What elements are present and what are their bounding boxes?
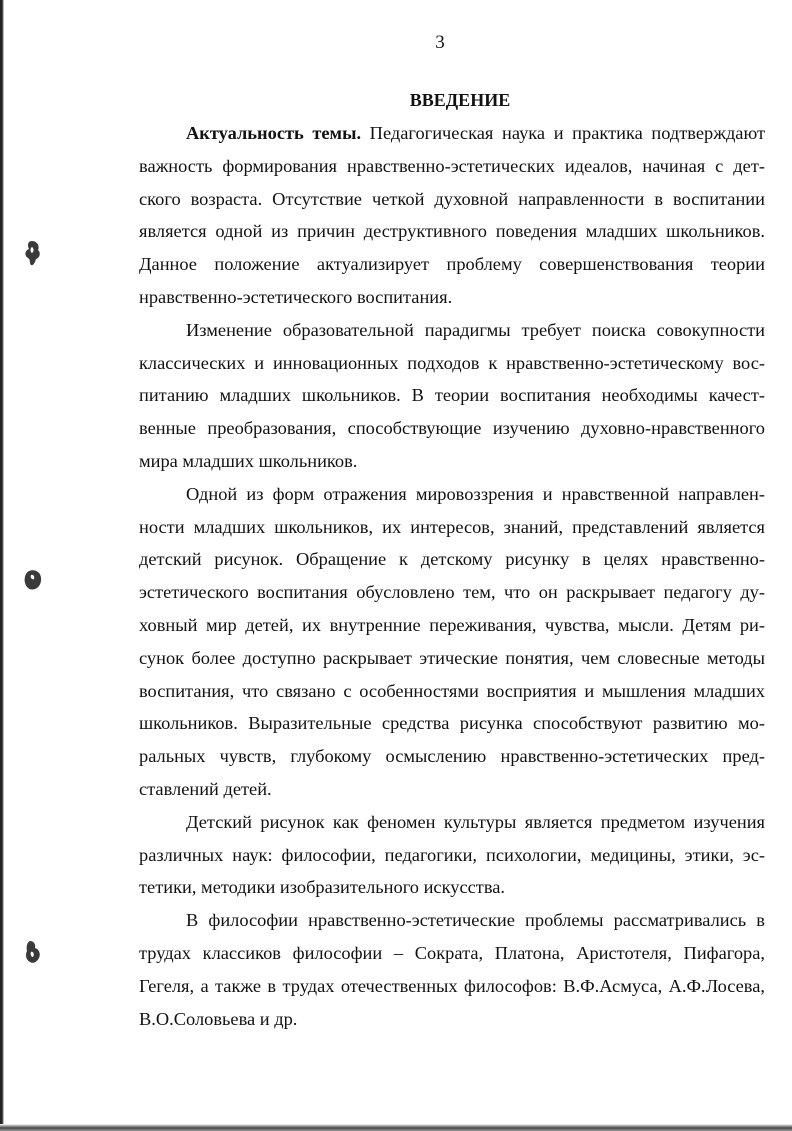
paragraph-philosophy: В философии нравственно-эстетические проблемы рассматривались в трудах классиков философии – Сократа, Платона, Аристотеля, Пифагора, Гегеля, а также в трудах отечественных философов: В.Ф.Асмуса, А.Ф.Лосева, В.О.Соловьева и др. [139, 910, 765, 1029]
paragraph-paradigm: Изменение образовательной парадигмы требует поиска совокупности классических и инновационных подходов к нравственно-эстетическому воспитанию младших школьников. В теории воспитания необходимы качественные преобразования, способствующие изучению духовно-нравственного мира младших школьников. [139, 319, 765, 471]
scan-bottom-edge [0, 1124, 792, 1131]
section-heading: ВВЕДЕНИЕ [409, 90, 511, 110]
paragraph-drawing: Одной из форм отражения мировоззрения и нравственной направленности младших школьников, их интересов, знаний, представлений является детский рисунок. Обращение к детскому рисунку в целях нравственно-эстетического воспитания обусловлено тем, что он раскрывает педагогу духовный мир детей, их внутренние переживания, чувства, мысли. Детям рисунок более доступно раскрывает этические понятия, чем словесные методы воспитания, что связано с особенностями восприятия и мышления младших школьников. Выразительные средства рисунка способствуют развитию моральных чувств, глубокому осмыслению нравственно-эстетических представлений детей. [139, 483, 765, 799]
binder-hole-mark-1 [22, 238, 44, 268]
paragraph-relevance [139, 117, 765, 314]
scan-left-edge [0, 0, 4, 1131]
relevance-text: Педагогическая наука и практика подтверждают важность формирования нравственно-эстетических идеалов, начиная с детского возраста. Отсутствие четкой духовной направленности в воспитании является одной из причин деструктивного поведения младших школьников. Данное положение актуализирует проблему совершенствования теории нравственно-эстетического воспитания. [139, 123, 765, 307]
binder-hole-mark-2 [22, 566, 44, 596]
page-number: 3 [435, 32, 445, 53]
body-text [139, 117, 765, 1035]
binder-hole-mark-3 [22, 938, 44, 968]
relevance-lead: Актуальность темы. [186, 123, 362, 143]
paragraph-culture: Детский рисунок как феномен культуры является предметом изучения различных наук: философии, педагогики, психологии, медицины, этики, эстетики, методики изобразительного искусства. [139, 811, 765, 898]
